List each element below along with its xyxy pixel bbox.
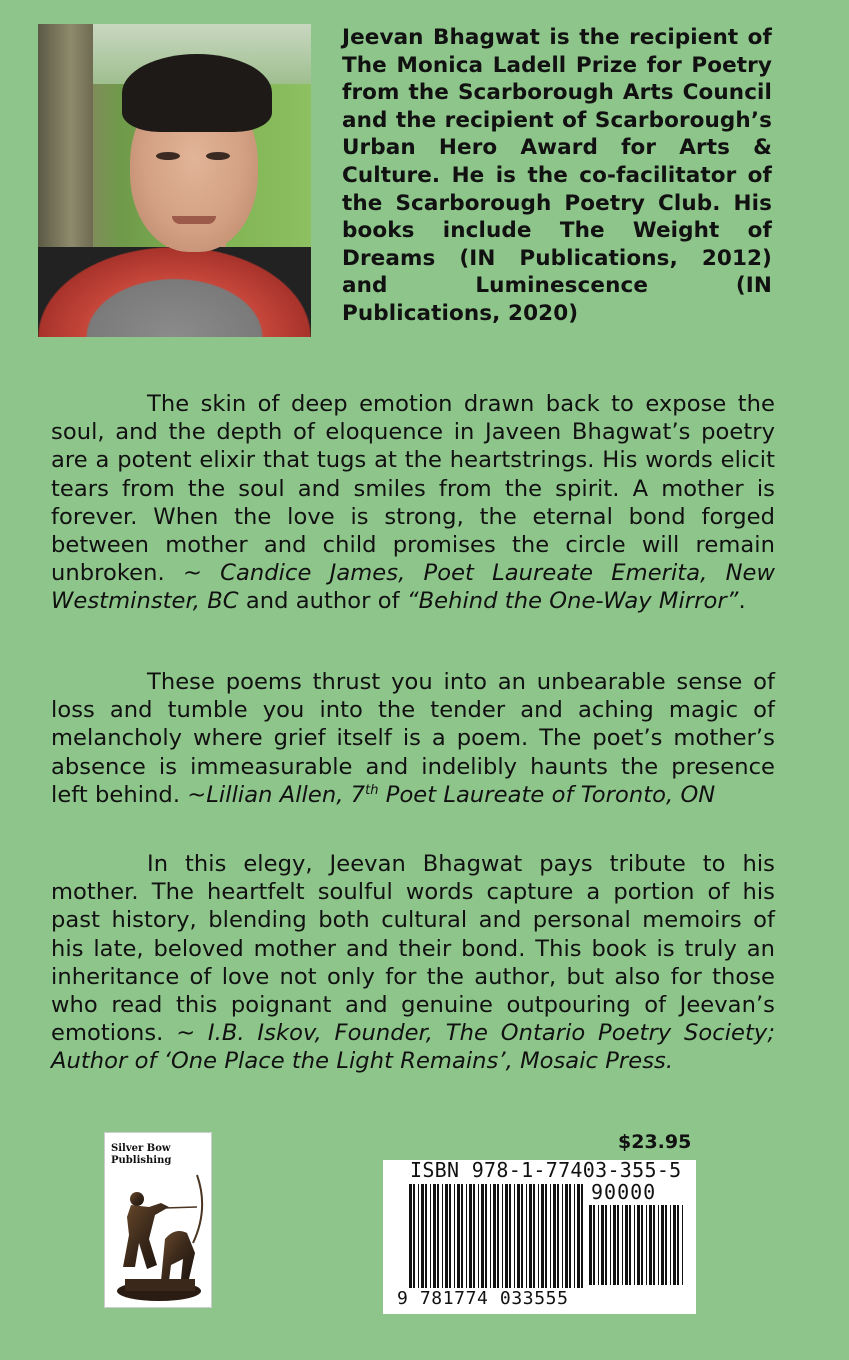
barcode-bar: [629, 1205, 631, 1285]
barcode-bar: [430, 1184, 431, 1288]
barcode-bar: [529, 1184, 532, 1288]
blurb-ib-iskov: [51, 850, 775, 1076]
barcode-bar: [425, 1184, 427, 1288]
barcode-bar: [413, 1184, 415, 1288]
barcode-bar: [658, 1205, 659, 1285]
barcode-bar: [553, 1184, 556, 1288]
barcode-bar: [670, 1205, 671, 1285]
barcode-bar: [593, 1205, 595, 1285]
barcode-bar: [433, 1184, 436, 1288]
barcode-bar: [418, 1184, 419, 1288]
barcode-bar: [562, 1184, 563, 1288]
barcode-bar: [622, 1205, 623, 1285]
barcode-bar: [478, 1184, 479, 1288]
blurb-attribution: ~ Candice James, Poet Laureate Emerita, New Westminster, BC: [51, 560, 775, 615]
publisher-logo: [104, 1132, 212, 1308]
barcode-bar: [442, 1184, 443, 1288]
barcode-bar: [497, 1184, 499, 1288]
publisher-name-line2: Publishing: [111, 1155, 172, 1166]
barcode-bar: [665, 1205, 667, 1285]
barcode-bar: [502, 1184, 503, 1288]
barcode-bar: [565, 1184, 568, 1288]
price-label: $23.95: [618, 1131, 692, 1153]
barcode-bar: [421, 1184, 424, 1288]
barcode-bar: [466, 1184, 467, 1288]
barcode-bar: [409, 1184, 412, 1288]
barcode-digits: 9 781774 033555: [397, 1288, 569, 1309]
barcode-bar: [481, 1184, 484, 1288]
isbn-barcode: [383, 1160, 696, 1314]
barcode-bar: [661, 1205, 664, 1285]
barcode-bar: [533, 1184, 535, 1288]
barcode-bar: [634, 1205, 635, 1285]
barcode-bar: [574, 1184, 575, 1288]
author-bio: Jeevan Bhagwat is the recipient of The Monica Ladell Prize for Poetry from the Scarborough Arts Council and the recipient of Scarborough’s Urban Hero Award for Arts & Culture. He is the co-facilitator of the Scarborough Poetry Club. His books include The Weight of Dreams (IN Publications, 2012) and Luminescence (IN Publications, 2020): [342, 25, 772, 326]
barcode-bar: [521, 1184, 523, 1288]
barcode-bar: [509, 1184, 511, 1288]
blurb-attribution: ~ I.B. Iskov, Founder, The Ontario Poetry Society; Author of ‘One Place the Light Remains’, Mosaic Press.: [51, 1020, 775, 1075]
barcode-bar: [469, 1184, 472, 1288]
barcode-bar: [517, 1184, 520, 1288]
blurb-text: In this elegy, Jeevan Bhagwat pays tribute to his mother. The heartfelt soulful words capture a portion of his past history, blending both cultural and personal memoirs of his late, beloved mother and their bond. This book is truly an inheritance of love not only for the author, but also for those who read this poignant and genuine outpouring of Jeevan’s emotions.: [51, 851, 775, 1047]
barcode-bar: [610, 1205, 611, 1285]
barcode-bar: [649, 1205, 652, 1285]
blurb-candice-james: [51, 390, 775, 616]
barcode-bar: [625, 1205, 628, 1285]
barcode-bar: [445, 1184, 448, 1288]
author-photo: [38, 24, 311, 337]
barcode-bar: [461, 1184, 463, 1288]
barcode-bar: [589, 1205, 592, 1285]
ean-barcode-bars: [409, 1184, 585, 1288]
barcode-bar: [454, 1184, 455, 1288]
barcode-bar: [541, 1184, 544, 1288]
barcode-bar: [577, 1184, 580, 1288]
barcode-bar: [646, 1205, 647, 1285]
barcode-bar: [449, 1184, 451, 1288]
barcode-bar: [545, 1184, 547, 1288]
barcode-bar: [550, 1184, 551, 1288]
barcode-bar: [538, 1184, 539, 1288]
barcode-bar: [617, 1205, 619, 1285]
blurb-book-title: “Behind the One-Way Mirror”: [406, 588, 739, 615]
barcode-bar: [526, 1184, 527, 1288]
barcode-bar: [653, 1205, 655, 1285]
barcode-bar: [485, 1184, 487, 1288]
barcode-bar: [641, 1205, 643, 1285]
barcode-bar: [493, 1184, 496, 1288]
barcode-bar: [682, 1205, 683, 1285]
barcode-bar: [581, 1184, 583, 1288]
barcode-bar: [677, 1205, 679, 1285]
blurb-text: These poems thrust you into an unbearable sense of loss and tumble you into the tender and aching magic of melancholy where grief itself is a poem. The poet’s mother’s absence is immeasurable and indelibly haunts the presence left behind.: [51, 669, 775, 808]
barcode-bar: [637, 1205, 640, 1285]
barcode-bar: [514, 1184, 515, 1288]
barcode-bar: [457, 1184, 460, 1288]
barcode-bar: [437, 1184, 439, 1288]
isbn-label: ISBN 978-1-77403-355-5: [410, 1158, 682, 1182]
publisher-name-line1: Silver Bow: [111, 1143, 171, 1154]
barcode-bar: [673, 1205, 676, 1285]
barcode-bar: [557, 1184, 559, 1288]
barcode-bar: [490, 1184, 491, 1288]
barcode-bar: [598, 1205, 599, 1285]
blurb-attribution: ~Lillian Allen, 7th Poet Laureate of Toronto, ON: [187, 781, 716, 808]
barcode-bar: [473, 1184, 475, 1288]
barcode-bar: [569, 1184, 571, 1288]
barcode-bar: [605, 1205, 607, 1285]
barcode-bar: [601, 1205, 604, 1285]
barcode-addon-number: 90000: [591, 1180, 657, 1204]
barcode-bar: [505, 1184, 508, 1288]
barcode-bar: [613, 1205, 616, 1285]
blurb-lillian-allen: [51, 668, 775, 809]
archer-statue-icon: [109, 1169, 209, 1305]
blurb-text: The skin of deep emotion drawn back to expose the soul, and the depth of eloquence in Javeen Bhagwat’s poetry are a potent elixir that tugs at the heartstrings. His words elicit tears from the soul and smiles from the spirit. A mother is forever. When the love is strong, the eternal bond forged between mother and child promises the circle will remain unbroken.: [51, 391, 775, 587]
addon-barcode-bars: [589, 1205, 685, 1285]
blurb-attribution-tail: and author of: [238, 588, 407, 615]
blurb-attribution-end: .: [738, 588, 746, 615]
